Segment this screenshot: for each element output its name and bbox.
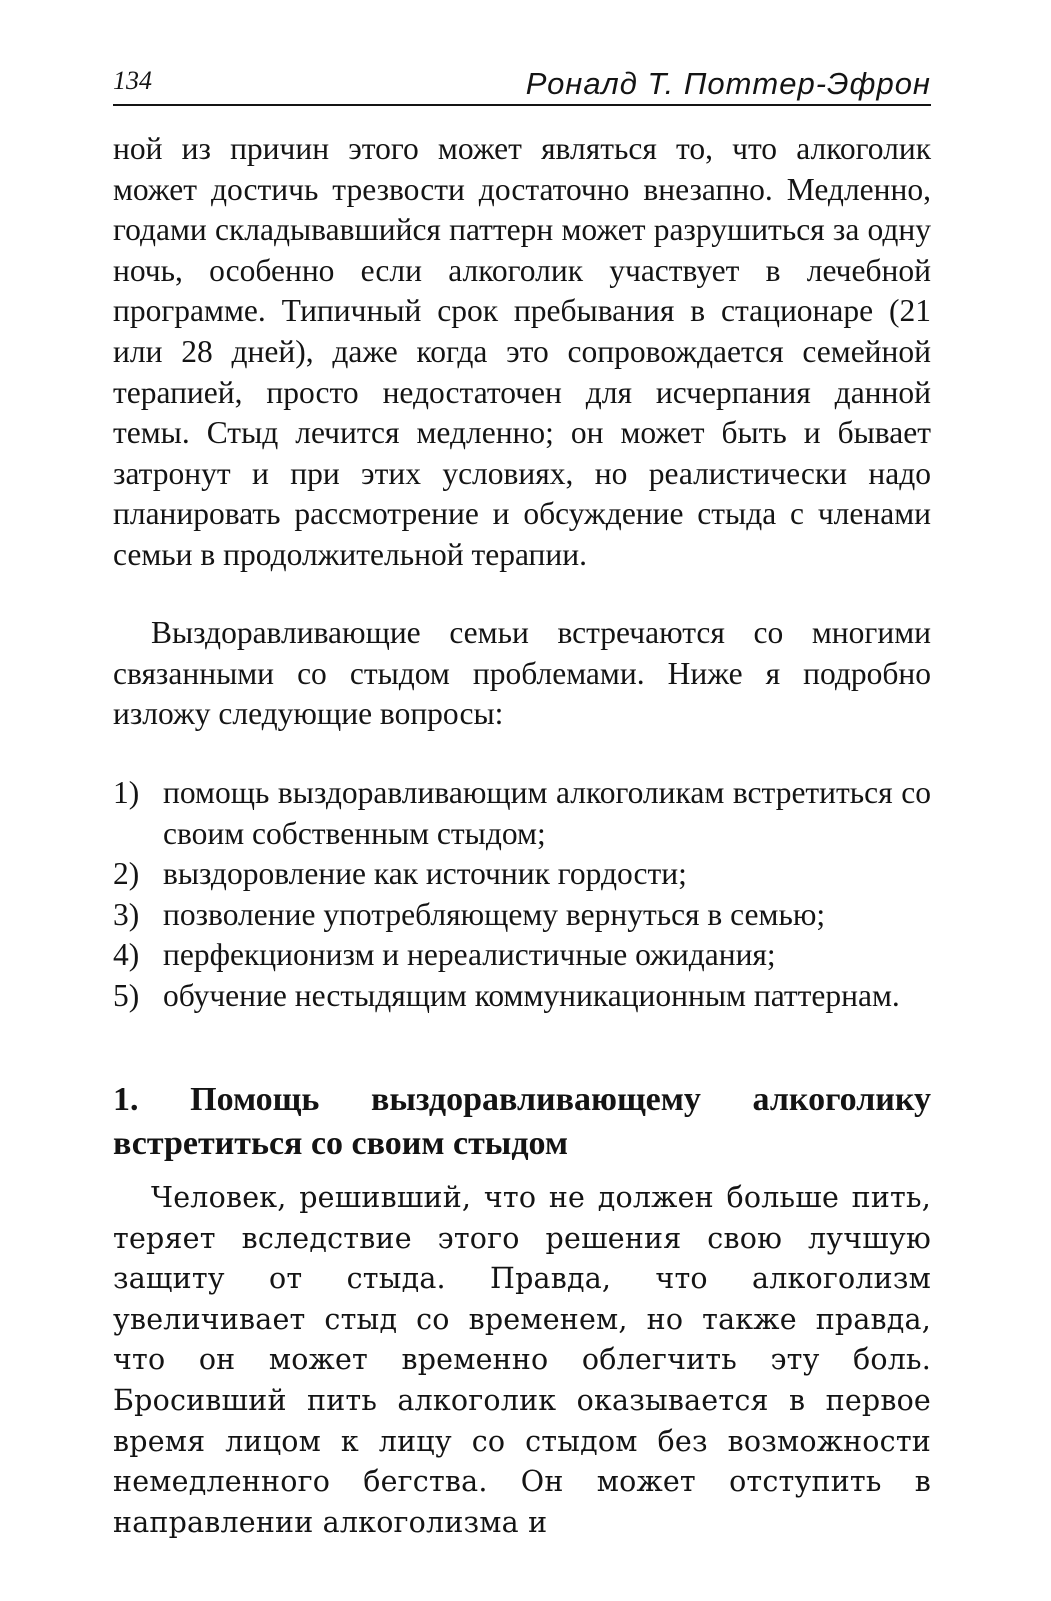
list-item [113, 773, 931, 854]
section-heading: 1. Помощь выздоравливающему алкоголику встретиться со своим стыдом [113, 1081, 931, 1162]
list-item-text: выздоровление как источник гордости; [163, 856, 687, 892]
running-title: Роналд Т. Поттер-Эфрон [525, 66, 931, 101]
list-item [113, 895, 931, 936]
list-item-number: 3) [113, 896, 140, 932]
topics-list [113, 773, 931, 1017]
list-item-text: позволение употребляющему вернуться в семью; [163, 896, 826, 932]
list-item [113, 854, 931, 895]
paragraph-intro-list: Выздоравливающие семьи встречаются со многими связанными со стыдом проблемами. Ниже я подробно изложу следующие вопросы: [113, 615, 931, 732]
list-item-text: перфекционизм и нереалистичные ожидания; [163, 937, 776, 973]
paragraph-continued: ной из причин этого может являться то, что алкоголик может достичь трезвости достаточно внезапно. Медленно, годами складывавшийся паттерн может разрушиться за одну ночь, особенно если алкоголик участвует в лечебной программе. Типичный срок пребывания в стационаре (21 или 28 дней), даже когда это сопровождается семейной терапией, просто недостаточен для исчерпания данной темы. Стыд лечится медленно; он может быть и бывает затронут и при этих условиях, но реалистически надо планировать рассмотрение и обсуждение стыда с членами семьи в продолжительной терапии. [113, 131, 931, 572]
list-item-text: помощь выздоравливающим алкоголикам встретиться со своим собственным стыдом; [163, 775, 931, 851]
page-number: 134 [113, 66, 152, 95]
list-item-number: 2) [113, 856, 140, 892]
list-item [113, 976, 931, 1017]
running-header [113, 64, 931, 106]
list-item [113, 935, 931, 976]
list-item-number: 1) [113, 775, 140, 810]
list-item-number: 4) [113, 937, 140, 973]
list-item-number: 5) [113, 977, 140, 1013]
list-item-text: обучение нестыдящим коммуникационным паттернам. [163, 977, 900, 1013]
section-paragraph: Человек, решивший, что не должен больше пить, теряет вследствие этого решения свою лучшую защиту от стыда. Правда, что алкоголизм увеличивает стыд со временем, но также правда, что он может временно облегчить эту боль. Бросивший пить алкоголик оказывается в первое время лицом к лицу со стыдом без возможности немедленного бегства. Он может отступить в направлении алкоголизма и [113, 1181, 931, 1539]
